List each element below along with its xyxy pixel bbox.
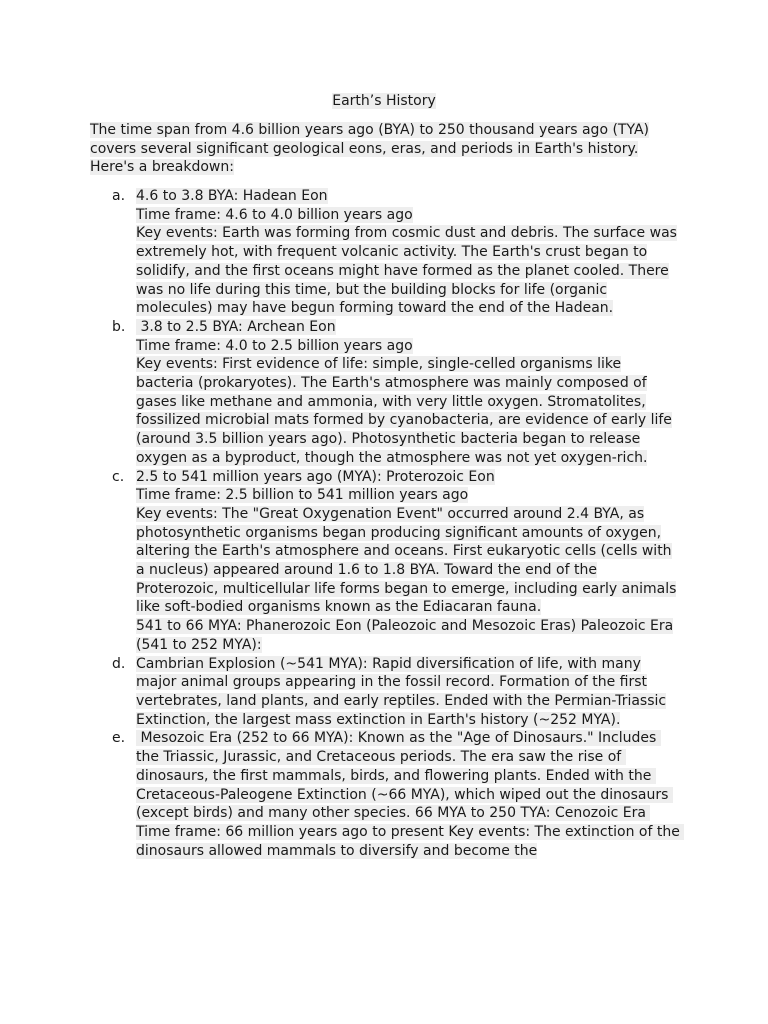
list-item-e [90, 729, 685, 860]
document-title-text: Earth’s History [332, 93, 436, 109]
item-events: Key events: First evidence of life: simple, single-celled organisms like bacteria (prokaryotes). The Earth's atmosphere was mainly composed of gases like methane and ammonia, with very little oxygen. Stromatolites, fossilized microbial mats formed by cyanobacteria, are evidence of early life (around 3.5 billion years ago). Photosynthetic bacteria began to release oxygen as a byproduct, though the atmosphere was not yet oxygen-rich. [136, 356, 672, 466]
list-item-d [90, 655, 680, 730]
intro-text: The time span from 4.6 billion years ago (BYA) to 250 thousand years ago (TYA) covers several significant geological eons, eras, and periods in Earth's history. Here's a breakdown: [90, 122, 649, 176]
item-extra: 541 to 66 MYA: Phanerozoic Eon (Paleozoic and Mesozoic Eras) Paleozoic Era (541 to 252 MYA): [136, 618, 674, 653]
list-marker: c. [112, 468, 125, 485]
item-heading: 2.5 to 541 million years ago (MYA): Proterozoic Eon [136, 468, 495, 485]
item-text: Cambrian Explosion (~541 MYA): Rapid diversification of life, with many major animal groups appearing in the fossil record. Formation of the first vertebrates, land plants, and early reptiles. Ended with the Permian-Triassic Extinction, the largest mass extinction in Earth's history (~252 MYA). [136, 655, 667, 728]
list-marker: d. [112, 655, 126, 672]
document-title [0, 92, 768, 111]
list-marker: a. [112, 188, 126, 204]
list-item-c [90, 468, 680, 655]
item-text: Mesozoic Era (252 to 66 MYA): Known as the "Age of Dinosaurs." Includes the Triassic, Jurassic, and Cretaceous periods. The era saw the rise of dinosaurs, the first mammals, birds, and flowering plants. Ended with the Cretaceous-Paleogene Extinction (~66 MYA), which wiped out the dinosaurs (except birds) and many other species. 66 MYA to 250 TYA: Cenozoic Era Time frame: 66 million years ago to present Key events: The extinction of the dinosaurs allowed mammals to diversify and become the [136, 730, 685, 859]
eon-list [90, 187, 685, 860]
list-item-a [90, 187, 680, 318]
item-events: Key events: The "Great Oxygenation Event" occurred around 2.4 BYA, as photosynthetic organisms began producing significant amounts of oxygen, altering the Earth's atmosphere and oceans. First eukaryotic cells (cells with a nucleus) appeared around 1.6 to 1.8 BYA. Toward the end of the Proterozoic, multicellular life forms began to emerge, including early animals like soft-bodied organisms known as the Ediacaran fauna. [136, 505, 677, 616]
list-marker: e. [112, 730, 126, 747]
intro-paragraph [90, 121, 680, 177]
item-heading: 4.6 to 3.8 BYA: Hadean Eon [136, 188, 328, 204]
list-item-b [90, 318, 680, 468]
item-heading: 3.8 to 2.5 BYA: Archean Eon [136, 318, 336, 335]
item-timeframe: Time frame: 4.0 to 2.5 billion years ago [136, 337, 413, 354]
item-timeframe: Time frame: 4.6 to 4.0 billion years ago [136, 206, 413, 223]
item-timeframe: Time frame: 2.5 billion to 541 million years ago [136, 487, 469, 504]
list-marker: b. [112, 318, 126, 335]
item-events: Key events: Earth was forming from cosmic dust and debris. The surface was extremely hot, with frequent volcanic activity. The Earth's crust began to solidify, and the first oceans might have formed as the planet cooled. There was no life during this time, but the building blocks for life (organic molecules) may have begun forming toward the end of the Hadean. [136, 225, 677, 317]
